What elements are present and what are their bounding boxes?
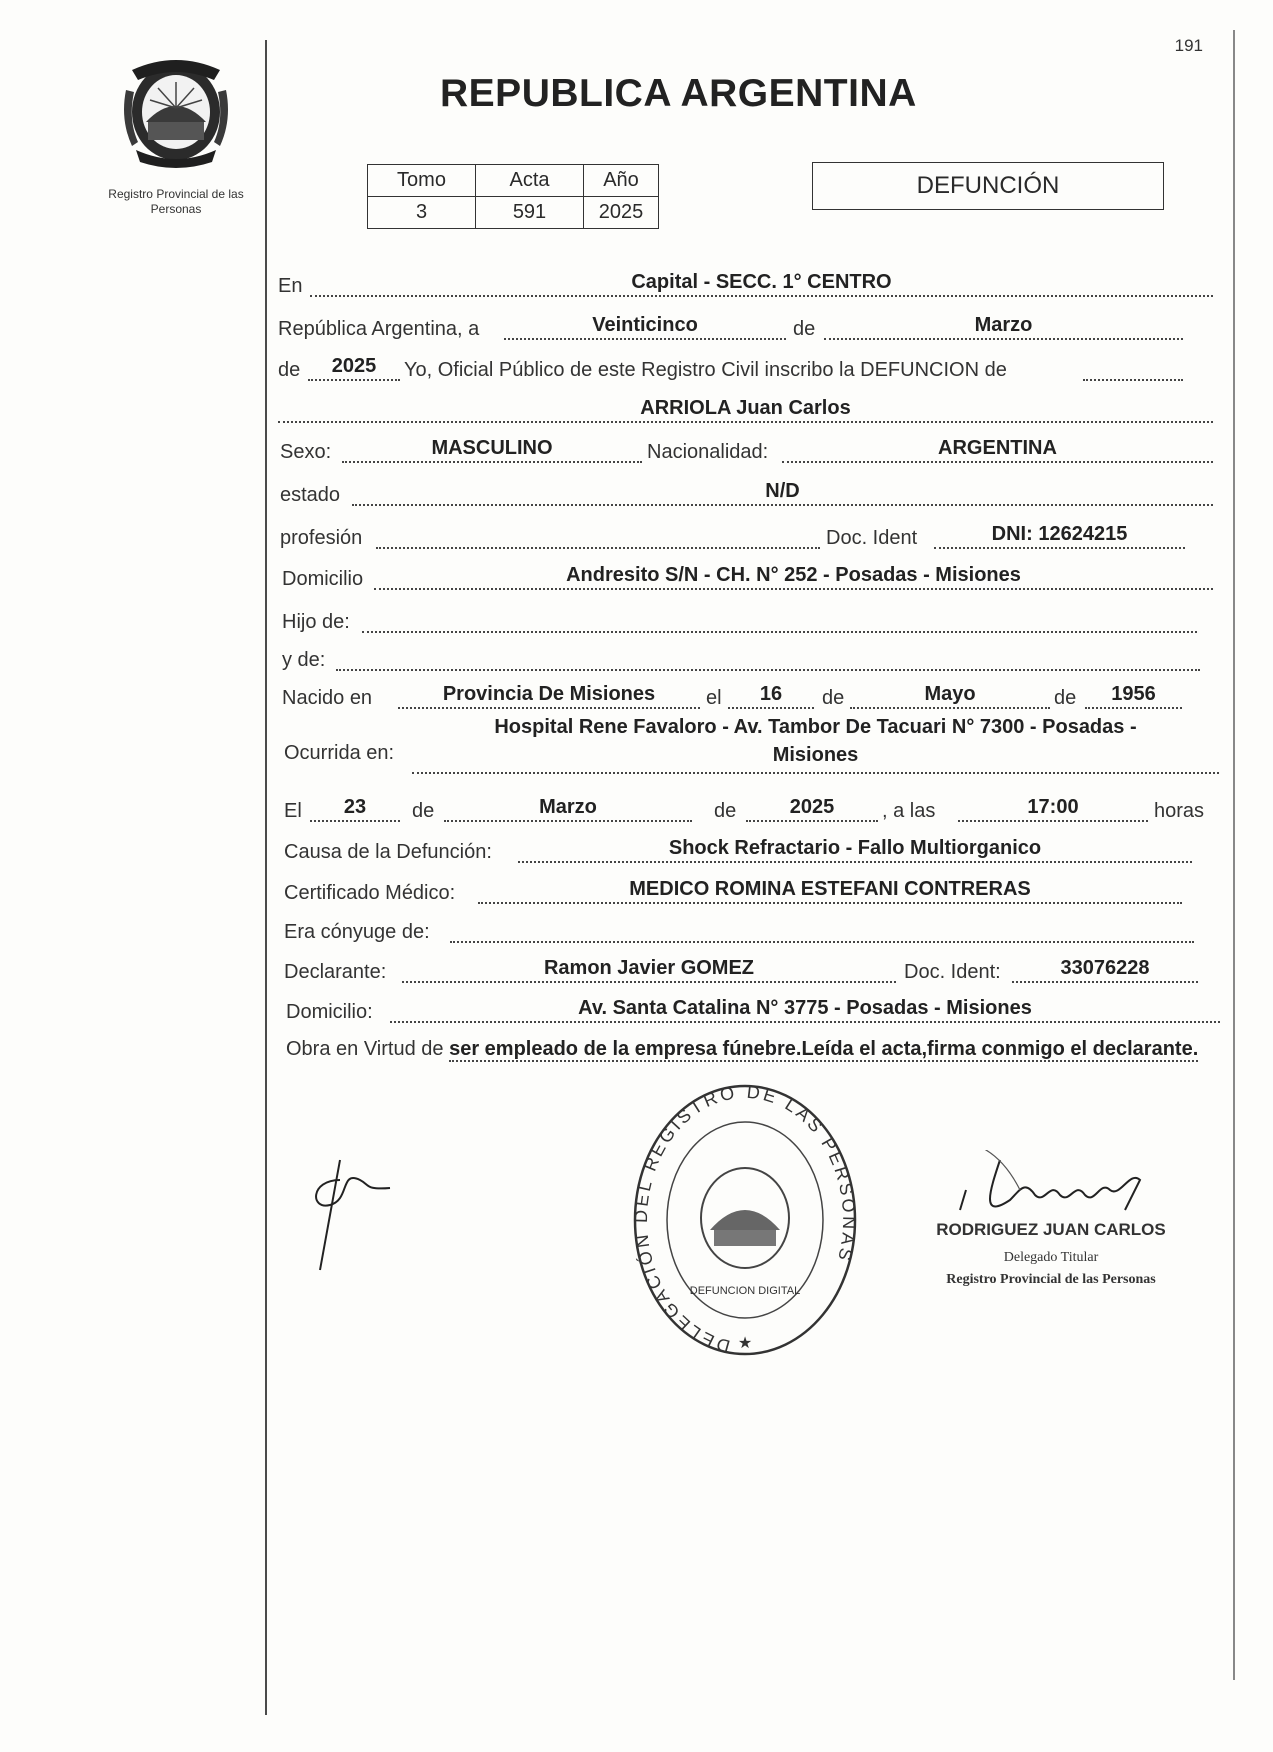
- nacido-value: Provincia De Misiones: [442, 683, 656, 705]
- nac-dia-dots: [728, 707, 814, 709]
- causa-value: Shock Refractario - Fallo Multiorganico: [668, 837, 1042, 859]
- registry-header-row: [368, 165, 659, 197]
- ocurrida-label: Ocurrida en:: [284, 742, 395, 764]
- acta-value: 591: [476, 197, 584, 229]
- profesion-dots: [376, 547, 820, 549]
- nac-dia-value: 16: [759, 683, 783, 705]
- hora-dots: [958, 820, 1148, 822]
- doc-ident-dots: [934, 547, 1185, 549]
- official-org: Registro Provincial de las Personas: [946, 1272, 1156, 1287]
- nacionalidad-value: ARGENTINA: [938, 437, 1057, 459]
- inscribo-dots: [1083, 379, 1183, 381]
- ocurrida-value-line1: Hospital Rene Favaloro - Av. Tambor De Tacuari N° 7300 - Posadas -: [494, 716, 1137, 738]
- declarante-label: Declarante:: [284, 961, 387, 983]
- dia-dots: [504, 338, 786, 340]
- page-title: REPUBLICA ARGENTINA: [440, 72, 917, 115]
- def-mes-dots: [444, 820, 692, 822]
- sexo-dots: [342, 461, 642, 463]
- hora-value: 17:00: [1027, 796, 1079, 818]
- obra-value: ser empleado de la empresa fúnebre.Leída el acta,firma conmigo el declarante.: [449, 1038, 1199, 1060]
- province-crest-logo: [118, 50, 234, 170]
- declarante-dots: [402, 981, 896, 983]
- sexo-value: MASCULINO: [431, 437, 553, 459]
- row-conyuge: [284, 914, 1194, 948]
- nacionalidad-label: Nacionalidad:: [647, 441, 769, 463]
- right-margin-rule: [1233, 30, 1235, 1680]
- decl-domicilio-label: Domicilio:: [286, 1001, 373, 1023]
- nac-mes-dots: [850, 707, 1050, 709]
- obra-prefix: Obra en Virtud de: [286, 1038, 444, 1060]
- row-nacido: [282, 680, 1182, 714]
- registry-table: [367, 164, 659, 229]
- doc-ident-value: DNI: 12624215: [991, 523, 1128, 545]
- def-de-label-2: de: [714, 800, 737, 822]
- domicilio-value: Andresito S/N - CH. N° 252 - Posadas - Misiones: [566, 564, 1021, 586]
- yde-dots: [336, 669, 1200, 671]
- nac-de-label-1: de: [822, 687, 845, 709]
- conyuge-dots: [450, 941, 1194, 943]
- tomo-value: 3: [368, 197, 476, 229]
- sexo-label: Sexo:: [280, 441, 332, 463]
- dia-value: Veinticinco: [592, 314, 698, 336]
- nacido-label: Nacido en: [282, 687, 373, 709]
- acta-header: Acta: [476, 165, 584, 197]
- row-estado: [280, 477, 1213, 511]
- seal-ring-text: DELEGACIÓN DEL REGISTRO DE LAS PERSONAS: [630, 1081, 860, 1357]
- decl-domicilio-value: Av. Santa Catalina N° 3775 - Posadas - Misiones: [578, 997, 1032, 1019]
- official-name: RODRIGUEZ JUAN CARLOS: [936, 1220, 1166, 1239]
- certificado-value: MEDICO ROMINA ESTEFANI CONTRERAS: [629, 878, 1031, 900]
- official-role: Delegado Titular: [1003, 1250, 1099, 1265]
- republica-label: República Argentina, a: [278, 318, 480, 340]
- doc-ident-label: Doc. Ident: [826, 527, 918, 549]
- nacionalidad-dots: [782, 461, 1213, 463]
- decl-doc-label: Doc. Ident:: [904, 961, 1001, 983]
- def-de-label-1: de: [412, 800, 435, 822]
- row-sexo: [280, 434, 1213, 468]
- row-inscribo: [278, 352, 1183, 386]
- row-domicilio: [282, 561, 1213, 595]
- registry-seal-stamp: [630, 1080, 860, 1360]
- anio-value: 2025: [584, 197, 659, 229]
- declarant-signature: [300, 1150, 410, 1280]
- row-yde: [282, 642, 1200, 676]
- en-label: En: [278, 275, 303, 297]
- certificado-dots: [478, 902, 1182, 904]
- decl-doc-value: 33076228: [1060, 957, 1150, 979]
- decl-doc-dots: [1012, 981, 1198, 983]
- causa-label: Causa de la Defunción:: [284, 841, 492, 863]
- row-nombre: [278, 394, 1213, 428]
- record-type-box: DEFUNCIÓN: [812, 162, 1164, 210]
- el-label: el: [706, 687, 722, 709]
- deceased-name: ARRIOLA Juan Carlos: [640, 397, 851, 419]
- causa-dots: [518, 861, 1192, 863]
- row-fecha-defuncion: [284, 793, 1207, 827]
- mes-dots: [824, 338, 1183, 340]
- obra-en-virtud: [286, 1033, 1222, 1065]
- left-margin-rule: [265, 40, 267, 1715]
- hijo-label: Hijo de:: [282, 611, 350, 633]
- ocurrida-value-line2: Misiones: [772, 744, 859, 766]
- seal-inner-text: DEFUNCION DIGITAL: [689, 1285, 801, 1297]
- anio-field-value: 2025: [331, 355, 377, 377]
- estado-dots: [352, 504, 1213, 506]
- nacido-dots: [398, 707, 700, 709]
- domicilio-dots: [374, 588, 1213, 590]
- row-ocurrida: [284, 714, 1219, 786]
- en-value: Capital - SECC. 1° CENTRO: [631, 271, 892, 293]
- de-year-label: de: [278, 359, 301, 381]
- yde-label: y de:: [282, 649, 326, 671]
- def-dia-value: 23: [343, 796, 367, 818]
- row-hijo: [282, 604, 1197, 638]
- anio-header: Año: [584, 165, 659, 197]
- registry-value-row: [368, 197, 659, 229]
- alas-label: , a las: [882, 800, 936, 822]
- row-en: [278, 268, 1213, 302]
- declarante-value: Ramon Javier GOMEZ: [543, 957, 755, 979]
- tomo-header: Tomo: [368, 165, 476, 197]
- row-causa: [284, 834, 1192, 868]
- horas-label: horas: [1154, 800, 1205, 822]
- domicilio-label: Domicilio: [282, 568, 364, 590]
- nombre-dots: [278, 421, 1213, 423]
- row-profesion: [280, 520, 1185, 554]
- hijo-dots: [362, 631, 1197, 633]
- estado-label: estado: [280, 484, 341, 506]
- def-anio-dots: [746, 820, 878, 822]
- estado-value: N/D: [765, 480, 800, 502]
- page-number: 191: [1174, 36, 1203, 55]
- svg-text:★: ★: [737, 1335, 753, 1352]
- certificado-label: Certificado Médico:: [284, 882, 456, 904]
- def-dia-dots: [310, 820, 400, 822]
- mes-value: Marzo: [974, 314, 1033, 336]
- el-cap-label: El: [284, 800, 302, 822]
- nac-de-label-2: de: [1054, 687, 1077, 709]
- profesion-label: profesión: [280, 527, 363, 549]
- ocurrida-dots: [412, 772, 1219, 774]
- def-anio-value: 2025: [789, 796, 835, 818]
- official-signature: [940, 1150, 1180, 1230]
- row-republica: [278, 311, 1183, 345]
- decl-domicilio-dots: [390, 1021, 1220, 1023]
- row-decl-domicilio: [286, 994, 1220, 1028]
- logo-caption: Registro Provincial de las Personas: [108, 187, 244, 216]
- conyuge-label: Era cónyuge de:: [284, 921, 430, 943]
- row-certificado: [284, 875, 1182, 909]
- def-mes-value: Marzo: [539, 796, 597, 818]
- de-label: de: [793, 318, 816, 340]
- anio-dots: [308, 379, 400, 381]
- nac-anio-dots: [1085, 707, 1182, 709]
- inscribo-text: Yo, Oficial Público de este Registro Civil inscribo la DEFUNCION de: [404, 359, 1007, 381]
- nac-mes-value: Mayo: [924, 683, 976, 705]
- nac-anio-value: 1956: [1111, 683, 1156, 705]
- en-dots: [310, 295, 1213, 297]
- row-declarante: [284, 954, 1198, 988]
